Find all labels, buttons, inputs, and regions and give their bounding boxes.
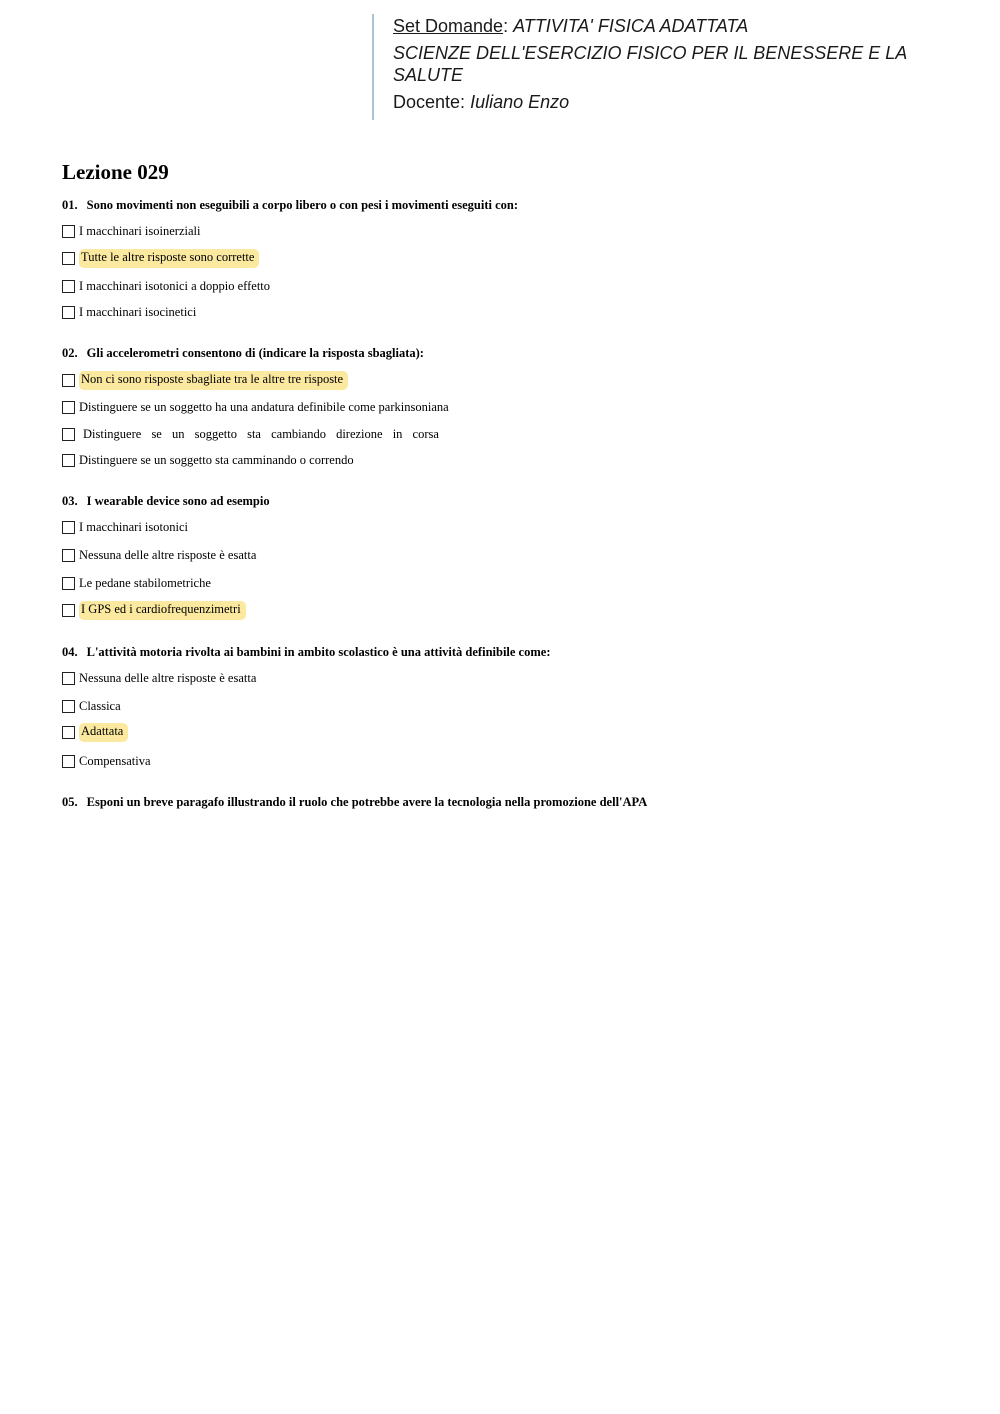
checkbox[interactable] — [62, 306, 75, 319]
question-text: Gli accelerometri consentono di (indicare la risposta sbagliata): — [86, 346, 424, 360]
answer-option[interactable] — [62, 670, 256, 686]
checkbox[interactable] — [62, 726, 75, 739]
answer-option[interactable] — [62, 304, 196, 320]
answer-option[interactable] — [62, 426, 439, 442]
document-header — [372, 14, 952, 120]
question-01 — [62, 198, 518, 213]
checkbox[interactable] — [62, 428, 75, 441]
answer-option[interactable] — [62, 452, 354, 468]
checkbox[interactable] — [62, 225, 75, 238]
question-04 — [62, 645, 550, 660]
option-label: I macchinari isotonici a doppio effetto — [79, 278, 271, 293]
checkbox[interactable] — [62, 252, 75, 265]
question-number: 02. — [62, 346, 78, 360]
answer-option[interactable] — [62, 575, 211, 591]
question-text: Esponi un breve paragafo illustrando il ruolo che potrebbe avere la tecnologia nella promozione dell'APA — [86, 795, 648, 809]
option-label: Nessuna delle altre risposte è esatta — [79, 670, 257, 685]
question-number: 04. — [62, 645, 78, 659]
option-label: Classica — [79, 698, 121, 713]
answer-option-highlighted[interactable] — [62, 724, 128, 740]
set-row: Set Domande: ATTIVITA' FISICA ADATTATA — [393, 16, 749, 36]
answer-option[interactable] — [62, 547, 256, 563]
option-label: Distinguere se un soggetto ha una andatura definibile come parkinsoniana — [79, 399, 449, 414]
option-label: Distinguere se un soggetto sta cambiando direzione in corsa — [83, 426, 439, 441]
answer-option-highlighted[interactable] — [62, 602, 246, 618]
checkbox[interactable] — [62, 454, 75, 467]
checkbox[interactable] — [62, 755, 75, 768]
teacher-row — [393, 91, 952, 113]
option-label: Adattata — [79, 723, 128, 742]
checkbox[interactable] — [62, 280, 75, 293]
question-text: Sono movimenti non eseguibili a corpo libero o con pesi i movimenti eseguiti con: — [86, 198, 518, 212]
teacher-name: Iuliano Enzo — [470, 92, 570, 112]
checkbox[interactable] — [62, 521, 75, 534]
option-label: I macchinari isoinerziali — [79, 223, 201, 238]
question-05 — [62, 795, 647, 810]
checkbox[interactable] — [62, 549, 75, 562]
answer-option[interactable] — [62, 278, 270, 294]
set-value: ATTIVITA' FISICA ADATTATA — [513, 16, 749, 36]
checkbox[interactable] — [62, 672, 75, 685]
question-number: 05. — [62, 795, 78, 809]
option-label: Tutte le altre risposte sono corrette — [79, 249, 259, 268]
checkbox[interactable] — [62, 401, 75, 414]
question-text: L'attività motoria rivolta ai bambini in ambito scolastico è una attività definibile come: — [86, 645, 551, 659]
option-label: Le pedane stabilometriche — [79, 575, 211, 590]
answer-option[interactable] — [62, 698, 121, 714]
option-label: I macchinari isotonici — [79, 519, 188, 534]
checkbox[interactable] — [62, 374, 75, 387]
answer-option[interactable] — [62, 223, 200, 239]
option-label: I GPS ed i cardiofrequenzimetri — [79, 601, 246, 620]
question-number: 01. — [62, 198, 78, 212]
course-title: SCIENZE DELL'ESERCIZIO FISICO PER IL BENESSERE E LA SALUTE — [393, 43, 907, 85]
lesson-title: Lezione 029 — [62, 160, 169, 184]
option-label: Distinguere se un soggetto sta camminando o correndo — [79, 452, 354, 467]
question-text: I wearable device sono ad esempio — [86, 494, 270, 508]
answer-option[interactable] — [62, 399, 449, 415]
answer-option-highlighted[interactable] — [62, 372, 348, 388]
set-label: Set Domande — [393, 16, 504, 36]
checkbox[interactable] — [62, 700, 75, 713]
option-label: Nessuna delle altre risposte è esatta — [79, 547, 257, 562]
checkbox[interactable] — [62, 604, 75, 617]
question-number: 03. — [62, 494, 78, 508]
option-label: I macchinari isocinetici — [79, 304, 197, 319]
teacher-label: Docente: — [393, 92, 466, 112]
question-02 — [62, 346, 424, 361]
answer-option[interactable] — [62, 519, 188, 535]
question-03 — [62, 494, 270, 509]
checkbox[interactable] — [62, 577, 75, 590]
option-label: Non ci sono risposte sbagliate tra le altre tre risposte — [79, 371, 348, 390]
answer-option-highlighted[interactable] — [62, 250, 259, 266]
answer-option[interactable] — [62, 753, 151, 769]
option-label: Compensativa — [79, 753, 151, 768]
